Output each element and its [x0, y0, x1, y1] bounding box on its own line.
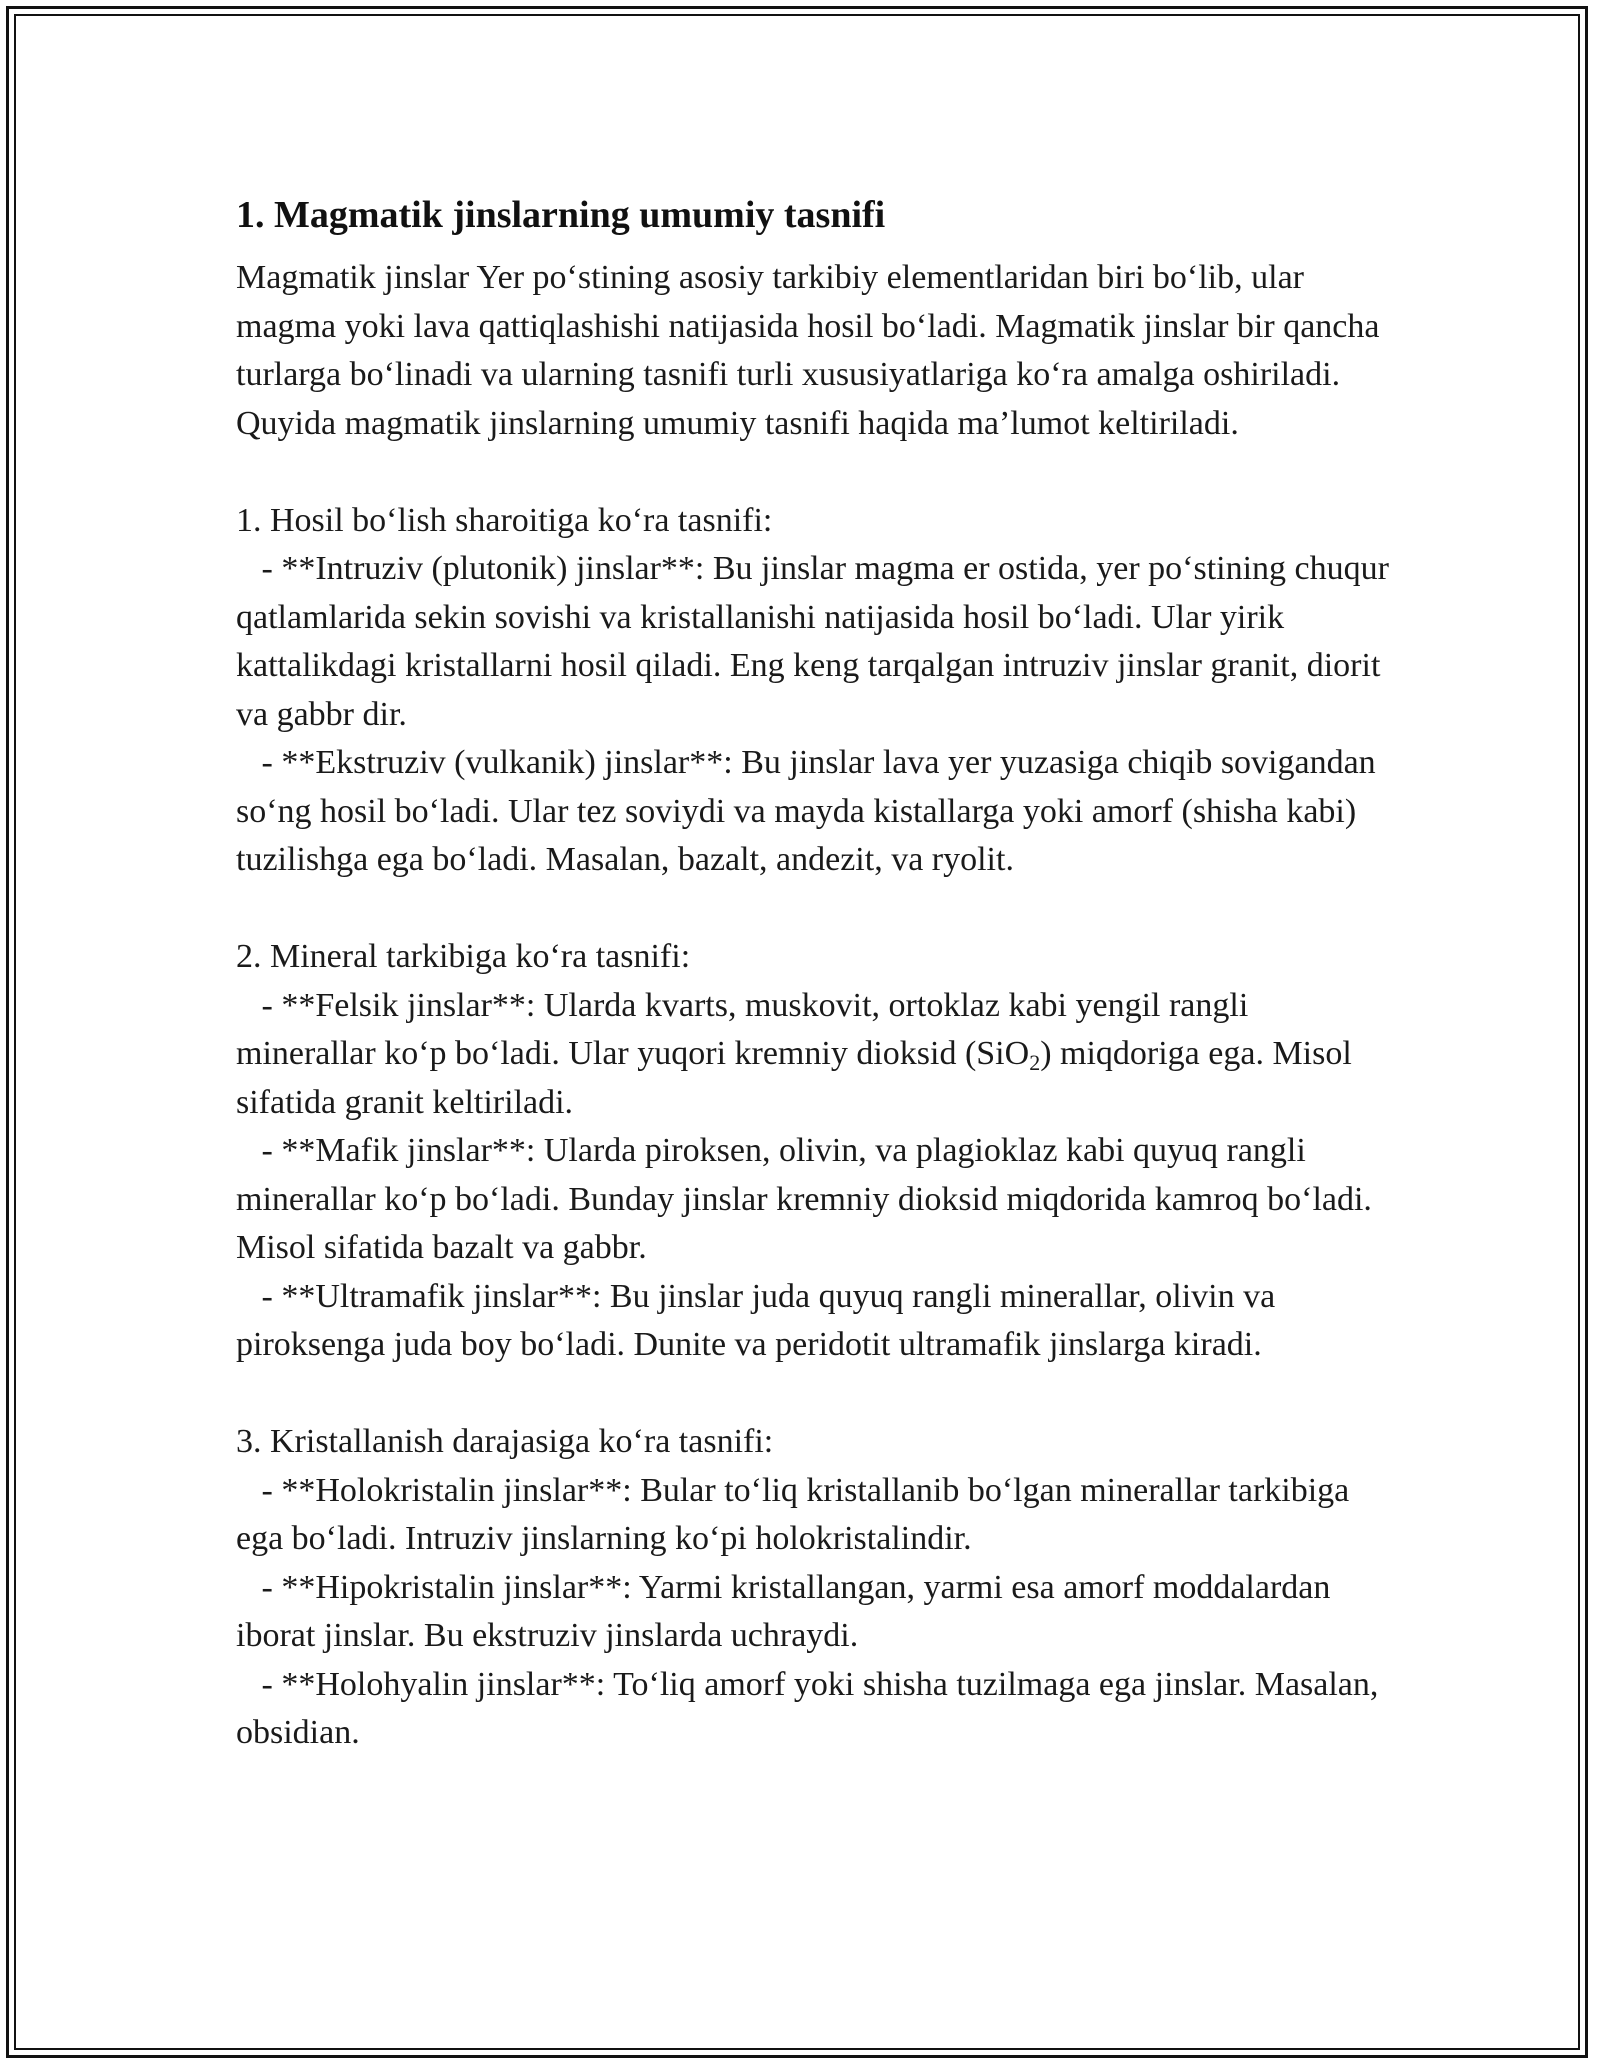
list-item: [236, 1127, 1396, 1273]
list-item-text: **Intruziv (plutonik) jinslar**: Bu jinslar magma er ostida, yer po‘stining chuqur qatlamlarida sekin sovishi va kristallanishi natijasida hosil bo‘ladi. Ular yirik kattalikdagi kristallarni hosil qiladi. Eng keng tarqalgan intruziv jinslar granit, diorit va gabbr dir.: [236, 550, 1389, 733]
list-item-text: **Hipokristalin jinslar**: Yarmi kristallangan, yarmi esa amorf moddalardan iborat jinslar. Bu ekstruziv jinslarda uchraydi.: [236, 1568, 1331, 1654]
list-item: [236, 982, 1396, 1128]
bullet-marker: -: [236, 986, 282, 1024]
list-item: [236, 1564, 1396, 1661]
subscript: 2: [1029, 1050, 1041, 1075]
document-heading: 1. Magmatik jinslarning umumiy tasnifi: [236, 194, 886, 236]
list-item: [236, 545, 1396, 739]
list-item: [236, 739, 1396, 885]
bullet-marker: -: [236, 1568, 282, 1606]
section-title: 1. Hosil bo‘lish sharoitiga ko‘ra tasnifi:: [236, 501, 773, 539]
section-crystallization: [236, 1418, 1396, 1758]
section-mineral: [236, 933, 1396, 1370]
intro-paragraph: Magmatik jinslar Yer po‘stining asosiy tarkibiy elementlaridan biri bo‘lib, ular magma yoki lava qattiqlashishi natijasida hosil bo‘ladi. Magmatik jinslar bir qancha turlarga bo‘linadi va ularning tasnifi turli xususiyatlariga ko‘ra amalga oshiriladi. Quyida magmatik jinslarning umumiy tasnifi haqida ma’lumot keltiriladi.: [236, 259, 1380, 442]
list-item-text: **Mafik jinslar**: Ularda piroksen, olivin, va plagioklaz kabi quyuq rangli minerallar ko‘p bo‘ladi. Bunday jinslar kremniy dioksid miqdorida kamroq bo‘ladi. Misol sifatida bazalt va gabbr.: [236, 1132, 1372, 1266]
list-item-text: **Ekstruziv (vulkanik) jinslar**: Bu jinslar lava yer yuzasiga chiqib sovigandan so‘ng hosil bo‘ladi. Ular tez soviydi va mayda kistallarga yoki amorf (shisha kabi) tuzilishga ega bo‘ladi. Masalan, bazalt, andezit, va ryolit.: [236, 744, 1376, 878]
bullet-marker: -: [236, 550, 282, 587]
bullet-marker: -: [236, 1277, 282, 1315]
list-item-text: **Holokristalin jinslar**: Bular to‘liq kristallanib bo‘lgan minerallar tarkibiga ega bo‘ladi. Intruziv jinslarning ko‘pi holokristalindir.: [236, 1471, 1350, 1557]
section-formation: [236, 497, 1396, 885]
list-item: [236, 1467, 1396, 1564]
section-title: 3. Kristallanish darajasiga ko‘ra tasnifi:: [236, 1423, 774, 1460]
section-title: 2. Mineral tarkibiga ko‘ra tasnifi:: [236, 938, 691, 975]
document-body: [236, 190, 1396, 1758]
list-item-text: ) miqdoriga ega. Misol sifatida granit keltiriladi.: [236, 1035, 1352, 1121]
list-item-text: **Holohyalin jinslar**: To‘liq amorf yoki shisha tuzilmaga ega jinslar. Masalan, obsidian.: [236, 1665, 1379, 1751]
list-item: [236, 1661, 1396, 1758]
list-item-text: **Felsik jinslar**: Ularda kvarts, muskovit, ortoklaz kabi yengil rangli minerallar ko‘p bo‘ladi. Ular yuqori kremniy dioksid (SiO: [236, 986, 1249, 1072]
bullet-marker: -: [236, 1665, 282, 1703]
bullet-marker: -: [236, 744, 282, 781]
list-item: [236, 1273, 1396, 1370]
bullet-marker: -: [236, 1132, 282, 1169]
list-item-text: **Ultramafik jinslar**: Bu jinslar juda quyuq rangli minerallar, olivin va piroksenga juda boy bo‘ladi. Dunite va peridotit ultramafik jinslarga kiradi.: [236, 1277, 1276, 1363]
bullet-marker: -: [236, 1471, 282, 1509]
